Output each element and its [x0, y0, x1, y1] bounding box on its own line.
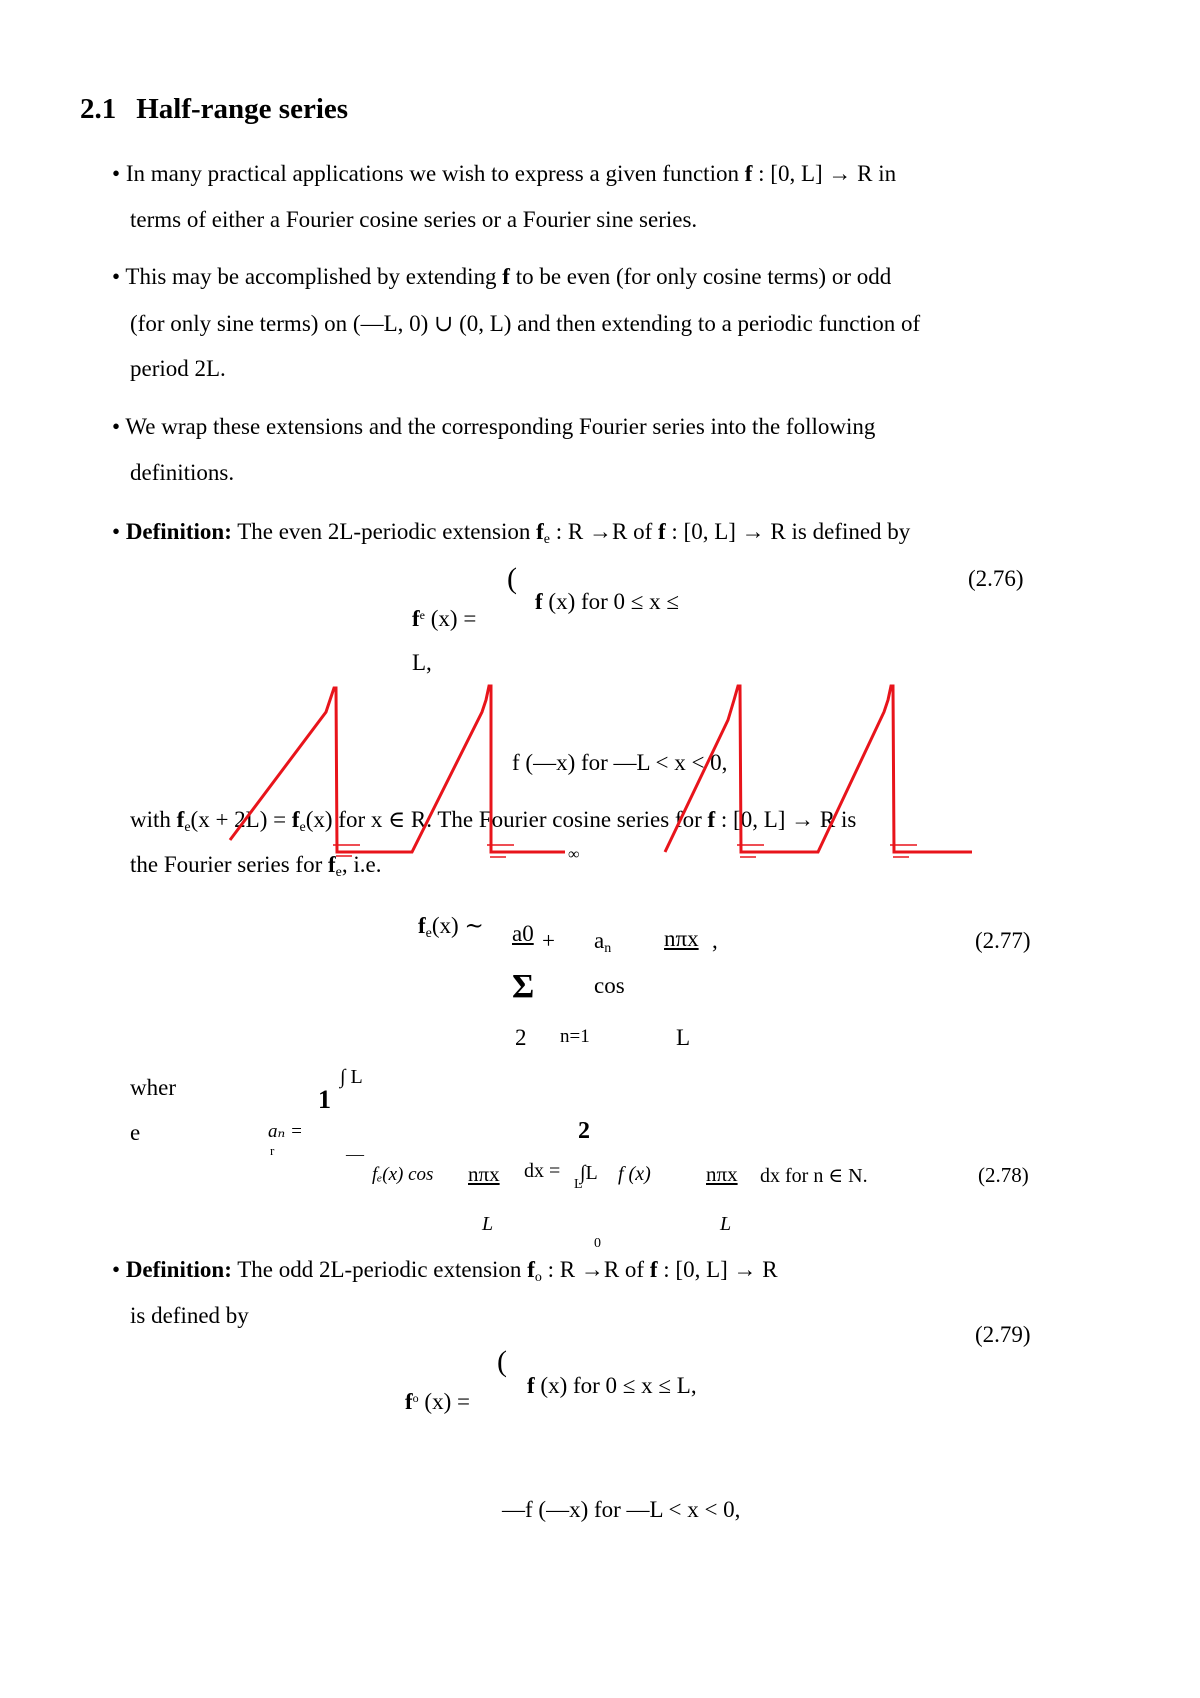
section-title: Half-range series — [136, 93, 349, 125]
eq278-fe-cos: fₑ(x) cos — [372, 1164, 434, 1185]
eq277-a0: a0 — [512, 921, 534, 946]
bullet-1-line-2: terms of either a Fourier cosine series or a Fourier sine series. — [130, 207, 698, 232]
eq278-fx: f (x) — [618, 1163, 651, 1185]
bullet-dot: • — [112, 264, 121, 289]
eq276-case-1-cont: L, — [412, 650, 432, 675]
eq278-r: r — [270, 1143, 275, 1158]
bullet-1-line-1: • In many practical applications we wish to express a given function f : [0, L] → R in — [112, 161, 897, 186]
eq278-frac2: nπx — [706, 1162, 738, 1186]
eq278-one: 1 — [318, 1085, 331, 1114]
bullet-dot: • — [112, 1257, 121, 1282]
eq278-an-lhs: aₙ = — [268, 1121, 303, 1142]
bullet-2-line-2: (for only sine terms) on (—L, 0) ∪ (0, L) and then extending to a periodic function of — [130, 311, 921, 336]
definition-odd-line: • Definition: The odd 2L-periodic extension $f_o$ : R →R of f : [0, L] → R — [112, 1257, 778, 1285]
infinity-symbol: ∞ — [568, 846, 580, 863]
bullet-2-line-1: • This may be accomplished by extending f to be even (for only cosine terms) or odd — [112, 264, 892, 289]
eq277-an: $a_n$ — [594, 928, 612, 956]
sawtooth-path — [230, 686, 972, 852]
eq277-comma: , — [712, 928, 718, 953]
eq276-lhs: $f^e$ (x) = — [412, 606, 477, 631]
bullet-3-line-1: • We wrap these extensions and the corresponding Fourier series into the following — [112, 414, 876, 439]
eq277-plus: + — [542, 928, 555, 953]
equation-number-2-76: (2.76) — [968, 566, 1024, 591]
ringing-marks — [333, 845, 917, 857]
eq277-two: 2 — [515, 1025, 527, 1050]
bullet-2-line-3: period 2L. — [130, 356, 226, 381]
where-text-1: wher — [130, 1075, 176, 1100]
bullet-dot: • — [112, 414, 121, 439]
eq277-L: L — [676, 1025, 691, 1050]
eq279-case-1: f (x) for 0 ≤ x ≤ L, — [527, 1373, 697, 1398]
eq278-L1: L — [482, 1213, 494, 1235]
equation-number-2-78: (2.78) — [978, 1163, 1029, 1187]
fourier-series-line: the Fourier series for $f_e$, i.e. — [130, 852, 382, 880]
eq278-frac1: nπx — [468, 1162, 500, 1186]
eq278-int-top: ∫ L — [340, 1066, 363, 1088]
eq278-two: 2 — [578, 1118, 590, 1144]
eq278-integral: ∫L — [580, 1162, 598, 1184]
bullet-dot: • — [112, 161, 121, 186]
eq278-dash: — — [346, 1144, 364, 1164]
eq278-dx-eq: dx = — [524, 1160, 561, 1182]
eq278-L-under: L — [574, 1177, 583, 1192]
eq276-case-1: f (x) for 0 ≤ x ≤ — [535, 589, 680, 614]
bullet-dot: • — [112, 519, 121, 544]
where-text-2: e — [130, 1120, 141, 1145]
eq277-n-equals-1: n=1 — [560, 1026, 590, 1047]
cases-brace: ( — [507, 562, 517, 595]
equation-number-2-79: (2.79) — [975, 1322, 1031, 1347]
eq277-lhs: $f_e(x)$ ∼ — [418, 913, 484, 941]
eq278-L2: L — [720, 1213, 732, 1235]
eq276-case-2: f (—x) for —L < x < 0, — [512, 750, 728, 775]
eq279-case-2: —f (—x) for —L < x < 0, — [502, 1497, 741, 1522]
definition-odd-line-2: is defined by — [130, 1303, 249, 1328]
eq278-zero: 0 — [594, 1236, 601, 1251]
eq278-dx-for: dx for n ∈ N. — [760, 1165, 868, 1187]
eq277-frac-top: nπx — [664, 926, 699, 951]
with-periodic-line: with $f_e(x + 2L) = f_e(x)$ for x ∈ R. The Fourier cosine series for f : [0, L] → R is — [130, 807, 857, 835]
equation-number-2-77: (2.77) — [975, 928, 1031, 953]
cases-brace-2: ( — [497, 1345, 507, 1378]
bullet-3-line-2: definitions. — [130, 460, 235, 485]
eq277-cos: cos — [594, 973, 625, 998]
definition-even-line: • Definition: The even 2L-periodic extension $f_e$ : R →R of f : [0, L] → R is defined by — [112, 519, 911, 547]
sigma-symbol: Σ — [512, 968, 535, 1005]
section-number: 2.1 — [80, 93, 117, 125]
eq279-lhs: $f^o$ (x) = — [405, 1389, 470, 1414]
